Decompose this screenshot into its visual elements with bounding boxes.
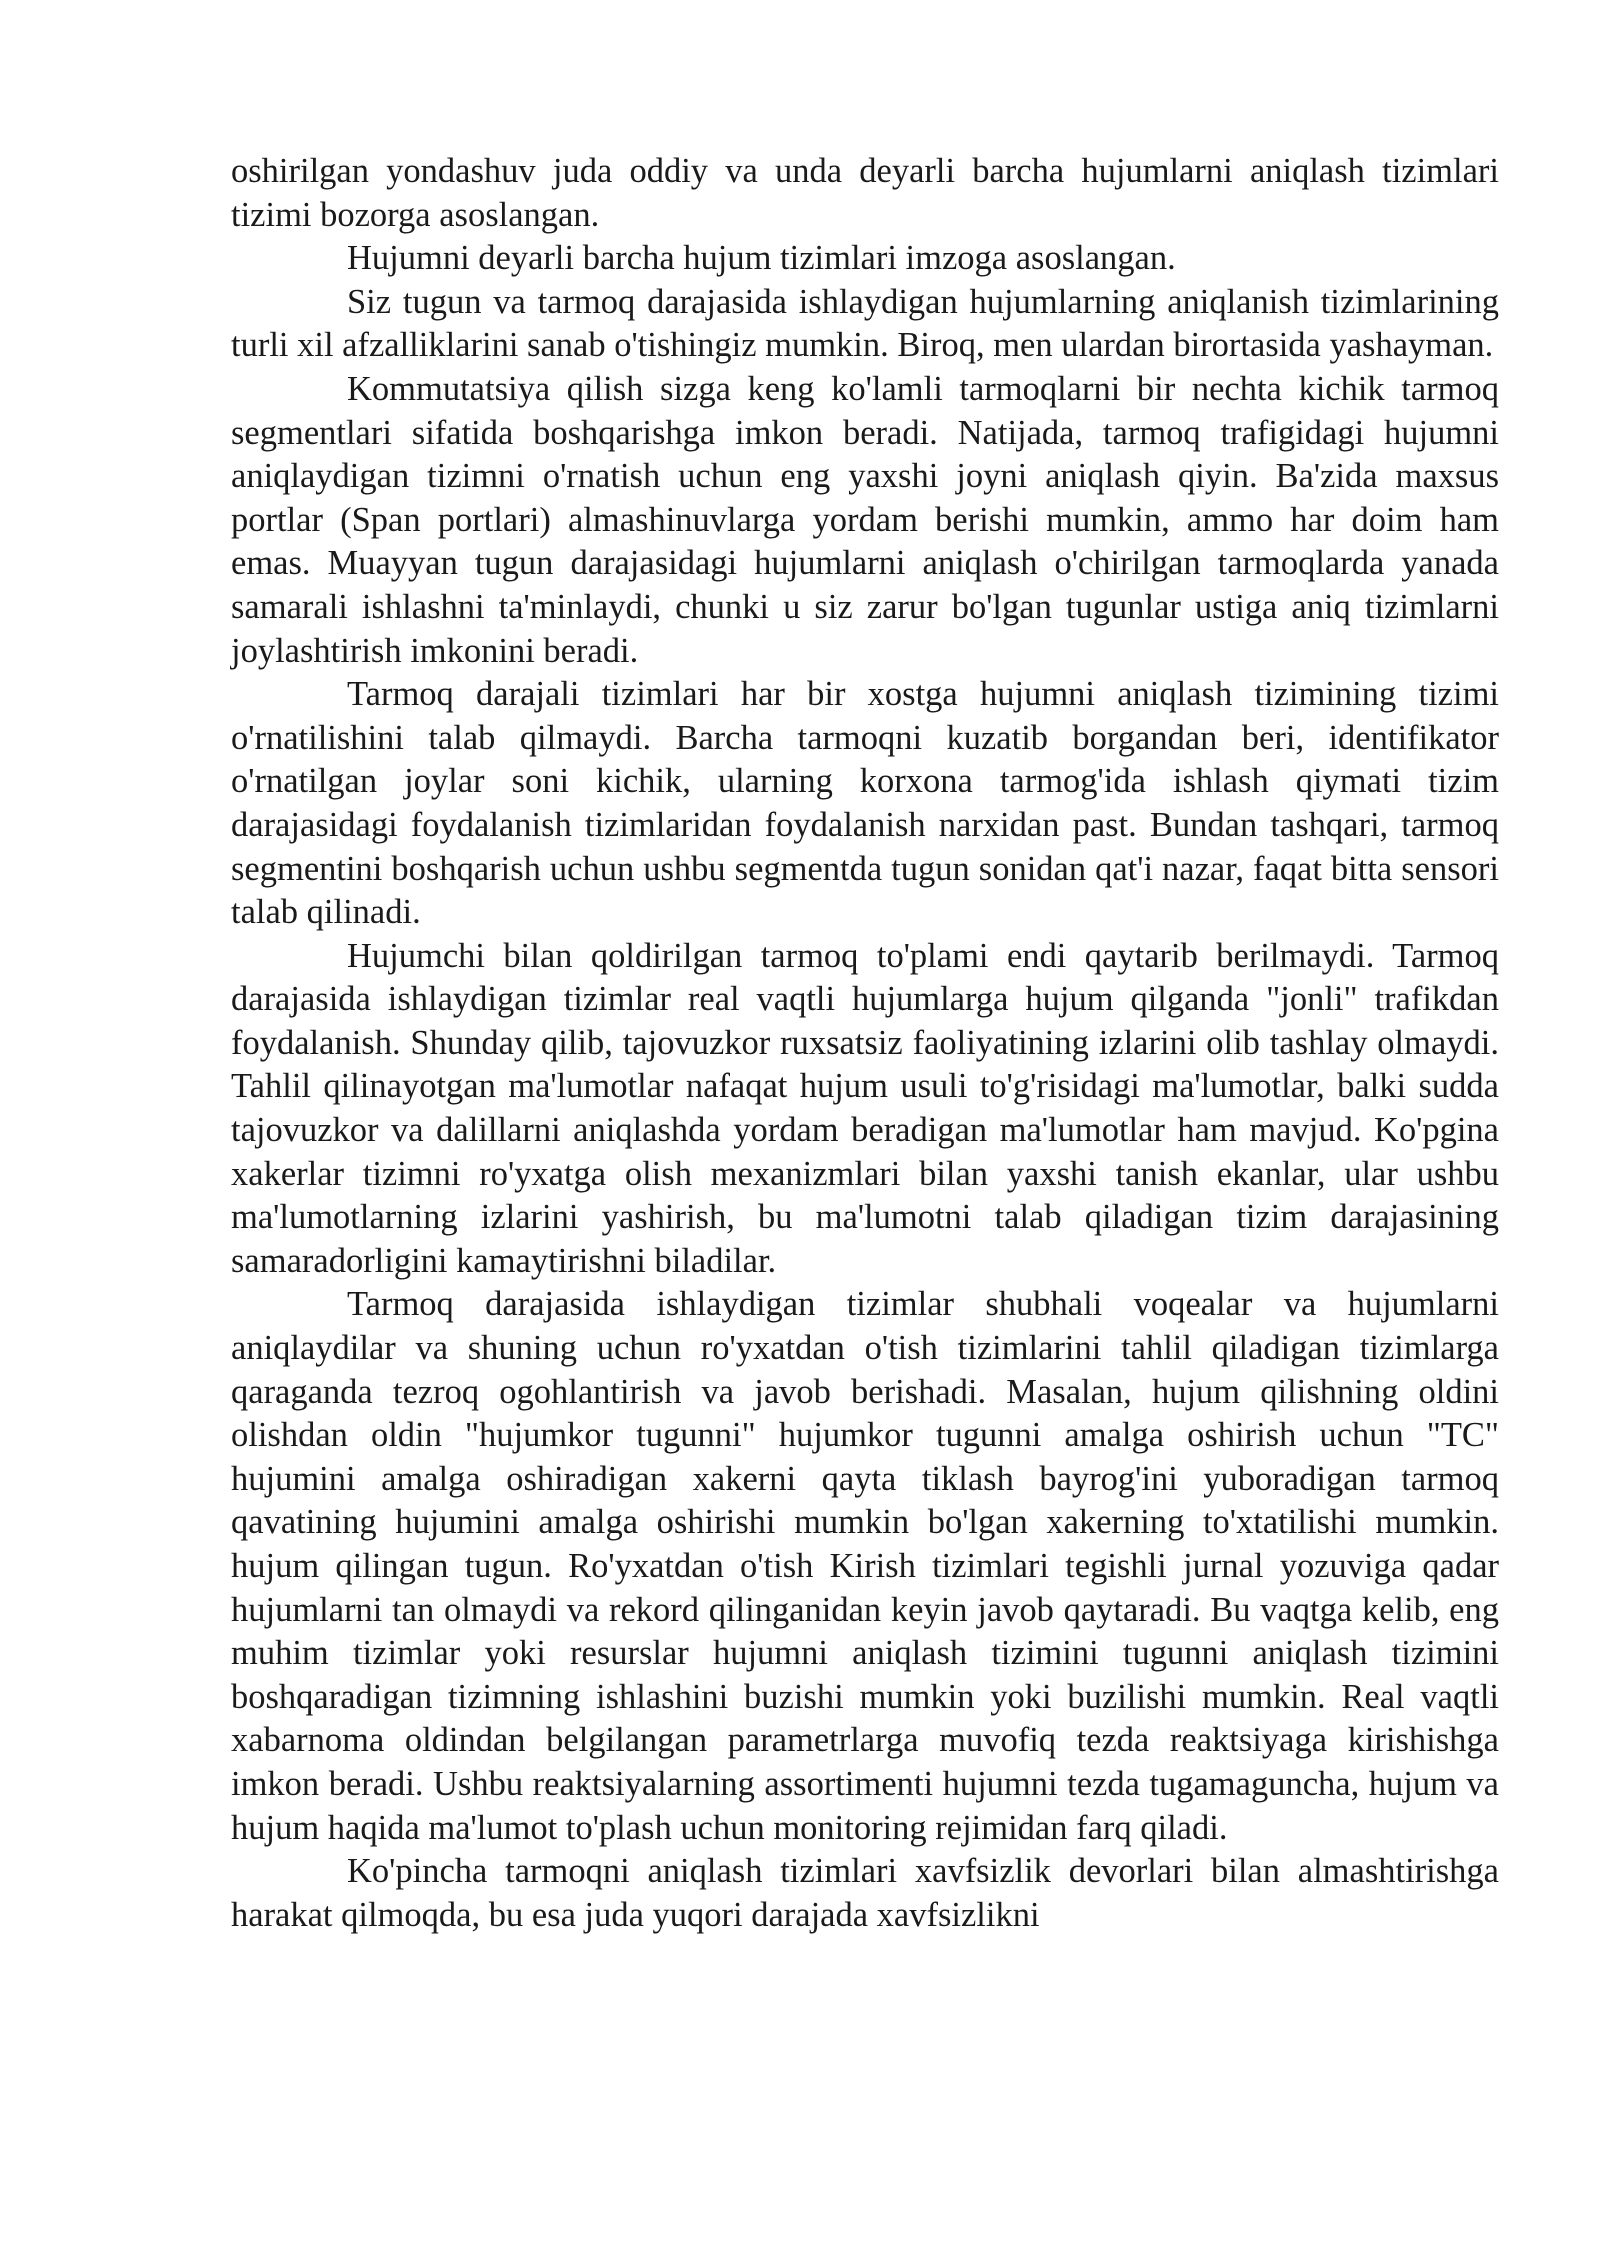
- paragraph-continuation: oshirilgan yondashuv juda oddiy va unda deyarli barcha hujumlarni aniqlash tizimlari tizimi bozorga asoslangan.: [231, 152, 1499, 234]
- paragraph: Ko'pincha tarmoqni aniqlash tizimlari xavfsizlik devorlari bilan almashtirishga harakat qilmoqda, bu esa juda yuqori darajada xavfsizlikni: [231, 1852, 1499, 1934]
- paragraph: Hujumchi bilan qoldirilgan tarmoq to'plami endi qaytarib berilmaydi. Tarmoq darajasida ishlaydigan tizimlar real vaqtli hujumlarga hujum qilganda "jonli" trafikdan foydalanish. Shunday qilib, tajovuzkor ruxsatsiz faoliyatining izlarini olib tashlay olmaydi. Tahlil qilinayotgan ma'lumotlar nafaqat hujum usuli to'g'risidagi ma'lumotlar, balki sudda tajovuzkor va dalillarni aniqlashda yordam beradigan ma'lumotlar ham mavjud. Ko'pgina xakerlar tizimni ro'yxatga olish mexanizmlari bilan yaxshi tanish ekanlar, ular ushbu ma'lumotlarning izlarini yashirish, bu ma'lumotni talab qiladigan tizim darajasining samaradorligini kamaytirishni biladilar.: [231, 936, 1499, 1280]
- paragraph: Tarmoq darajasida ishlaydigan tizimlar shubhali voqealar va hujumlarni aniqlaydilar va shuning uchun ro'yxatdan o'tish tizimlarini tahlil qiladigan tizimlarga qaraganda tezroq ogohlantirish va javob berishadi. Masalan, hujum qilishning oldini olishdan oldin "hujumkor tugunni" hujumkor tugunni amalga oshirish uchun "TC" hujumini amalga oshiradigan xakerni qayta tiklash bayrog'ini yuboradigan tarmoq qavatining hujumini amalga oshirishi mumkin bo'lgan xakerning to'xtatilishi mumkin. hujum qilingan tugun. Ro'yxatdan o'tish Kirish tizimlari tegishli jurnal yozuviga qadar hujumlarni tan olmaydi va rekord qilinganidan keyin javob qaytaradi. Bu vaqtga kelib, eng muhim tizimlar yoki resurslar hujumni aniqlash tizimini tugunni aniqlash tizimini boshqaradigan tizimning ishlashini buzishi mumkin yoki buzilishi mumkin. Real vaqtli xabarnoma oldindan belgilangan parametrlarga muvofiq tezda reaktsiyaga kirishishga imkon beradi. Ushbu reaktsiyalarning assortimenti hujumni tezda tugamaguncha, hujum va hujum haqida ma'lumot to'plash uchun monitoring rejimidan farq qiladi.: [231, 1285, 1499, 1847]
- document-body: [231, 150, 1499, 1937]
- paragraph: Siz tugun va tarmoq darajasida ishlaydigan hujumlarning aniqlanish tizimlarining turli xil afzalliklarini sanab o'tishingiz mumkin. Biroq, men ulardan birortasida yashayman.: [231, 282, 1499, 365]
- paragraph: Tarmoq darajali tizimlari har bir xostga hujumni aniqlash tizimining tizimi o'rnatilishini talab qilmaydi. Barcha tarmoqni kuzatib borgandan beri, identifikator o'rnatilgan joylar soni kichik, ularning korxona tarmog'ida ishlash qiymati tizim darajasidagi foydalanish tizimlaridan foydalanish narxidan past. Bundan tashqari, tarmoq segmentini boshqarish uchun ushbu segmentda tugun sonidan qat'i nazar, faqat bitta sensori talab qilinadi.: [231, 675, 1499, 932]
- paragraph: Hujumni deyarli barcha hujum tizimlari imzoga asoslangan.: [347, 239, 1176, 278]
- paragraph: Kommutatsiya qilish sizga keng ko'lamli tarmoqlarni bir nechta kichik tarmoq segmentlari sifatida boshqarishga imkon beradi. Natijada, tarmoq trafigidagi hujumni aniqlaydigan tizimni o'rnatish uchun eng yaxshi joyni aniqlash qiyin. Ba'zida maxsus portlar (Span portlari) almashinuvlarga yordam berishi mumkin, ammo har doim ham emas. Muayyan tugun darajasidagi hujumlarni aniqlash o'chirilgan tarmoqlarda yanada samarali ishlashni ta'minlaydi, chunki u siz zarur bo'lgan tugunlar ustiga aniq tizimlarni joylashtirish imkonini beradi.: [231, 369, 1499, 670]
